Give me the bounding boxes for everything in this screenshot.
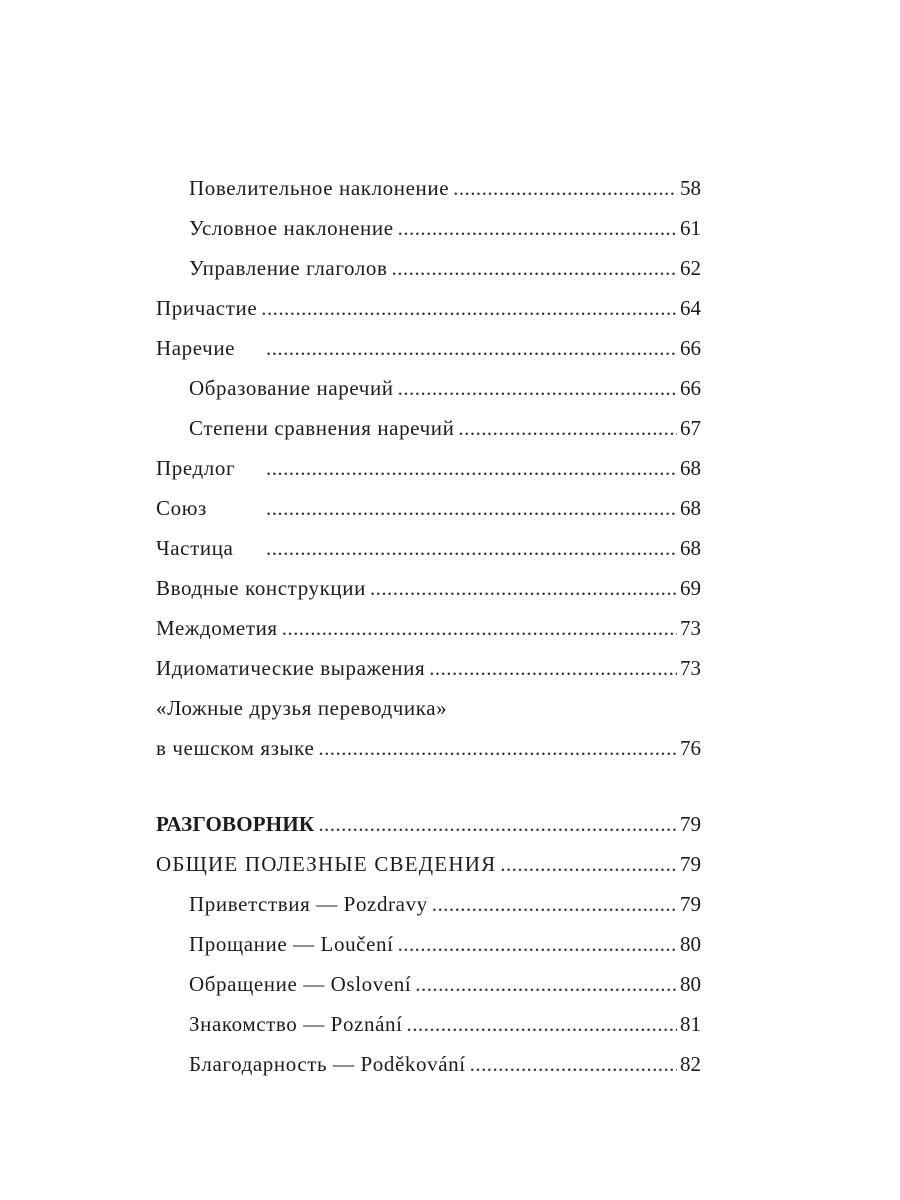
toc-entry-page: 64	[680, 296, 701, 320]
table-of-contents	[156, 168, 701, 1084]
toc-entry-page: 68	[680, 536, 701, 560]
dot-leader	[318, 728, 677, 768]
toc-entry-page: 79	[680, 852, 701, 876]
toc-entry-title: Причастие	[156, 296, 258, 320]
dot-leader	[453, 168, 677, 208]
toc-entry-page: 81	[680, 1012, 701, 1036]
dot-leader	[432, 884, 677, 924]
toc-entry	[156, 1004, 701, 1044]
toc-entry-title: Степени сравнения наречий	[189, 416, 455, 440]
dot-leader	[398, 208, 677, 248]
section-gap	[156, 768, 701, 804]
toc-entry-page: 76	[680, 736, 701, 760]
toc-entry-page: 73	[680, 616, 701, 640]
toc-entry-title: Союз	[156, 496, 207, 520]
toc-entry-title: Междометия	[156, 616, 278, 640]
toc-entry	[156, 448, 701, 488]
toc-entry-page: 66	[680, 376, 701, 400]
toc-entry	[156, 328, 701, 368]
toc-entry	[156, 168, 701, 208]
toc-entry-page: 68	[680, 496, 701, 520]
toc-entry-title: Предлог	[156, 456, 236, 480]
toc-entry-title: Наречие	[156, 336, 236, 360]
toc-entry-title: Знакомство — Poznání	[189, 1012, 403, 1036]
dot-leader	[398, 924, 677, 964]
toc-entry	[156, 728, 701, 768]
toc-entry-title: РАЗГОВОРНИК	[156, 812, 315, 836]
toc-entry	[156, 608, 701, 648]
toc-entry-page: 67	[680, 416, 701, 440]
toc-entry-title: Идиоматические выражения	[156, 656, 426, 680]
toc-entry-title: Частица	[156, 536, 234, 560]
dot-leader	[266, 328, 677, 368]
toc-entry	[156, 924, 701, 964]
toc-entry-title: Повелительное наклонение	[189, 176, 450, 200]
toc-entry	[156, 488, 701, 528]
toc-entry-false-friends	[156, 688, 701, 768]
toc-entry-title: ОБЩИЕ ПОЛЕЗНЫЕ СВЕДЕНИЯ	[156, 852, 497, 876]
toc-entry	[156, 288, 701, 328]
toc-entry	[156, 528, 701, 568]
toc-section-heading	[156, 804, 701, 844]
toc-entry	[156, 368, 701, 408]
dot-leader	[266, 528, 677, 568]
toc-entry-title: Вводные конструкции	[156, 576, 366, 600]
dot-leader	[266, 448, 677, 488]
toc-entry-page: 79	[680, 812, 701, 836]
toc-entry	[156, 844, 701, 884]
toc-entry-title: Обращение — Oslovení	[189, 972, 412, 996]
dot-leader	[415, 964, 677, 1004]
dot-leader	[500, 844, 677, 884]
dot-leader	[392, 248, 677, 288]
dot-leader	[261, 288, 677, 328]
toc-entry-page: 58	[680, 176, 701, 200]
dot-leader	[266, 488, 677, 528]
toc-entry-page: 61	[680, 216, 701, 240]
toc-entry	[156, 248, 701, 288]
toc-entry	[156, 648, 701, 688]
toc-entry	[156, 408, 701, 448]
dot-leader	[407, 1004, 677, 1044]
toc-entry-page: 80	[680, 972, 701, 996]
toc-entry-title: Прощание — Loučení	[189, 932, 394, 956]
toc-entry	[156, 884, 701, 924]
toc-entry	[156, 1044, 701, 1084]
toc-entry-page: 66	[680, 336, 701, 360]
toc-entry	[156, 568, 701, 608]
toc-entry-title: Образование наречий	[189, 376, 394, 400]
toc-entry-title: Благодарность — Poděkování	[189, 1052, 466, 1076]
dot-leader	[282, 608, 677, 648]
toc-entry-title: Приветствия — Pozdravy	[189, 892, 428, 916]
dot-leader	[398, 368, 677, 408]
toc-entry-title: Условное наклонение	[189, 216, 394, 240]
toc-entry-page: 79	[680, 892, 701, 916]
toc-entry-title-line2: в чешском языке	[156, 736, 315, 760]
toc-entry-page: 82	[680, 1052, 701, 1076]
toc-entry-page: 68	[680, 456, 701, 480]
toc-entry	[156, 208, 701, 248]
dot-leader	[458, 408, 677, 448]
toc-entry-page: 73	[680, 656, 701, 680]
toc-entry-title-line1: «Ложные друзья переводчика»	[156, 696, 448, 720]
dot-leader	[318, 804, 677, 844]
dot-leader	[429, 648, 677, 688]
toc-entry-page: 80	[680, 932, 701, 956]
toc-entry	[156, 964, 701, 1004]
toc-entry-title: Управление глаголов	[189, 256, 388, 280]
toc-entry-page: 69	[680, 576, 701, 600]
dot-leader	[370, 568, 677, 608]
toc-entry-page: 62	[680, 256, 701, 280]
dot-leader	[470, 1044, 677, 1084]
